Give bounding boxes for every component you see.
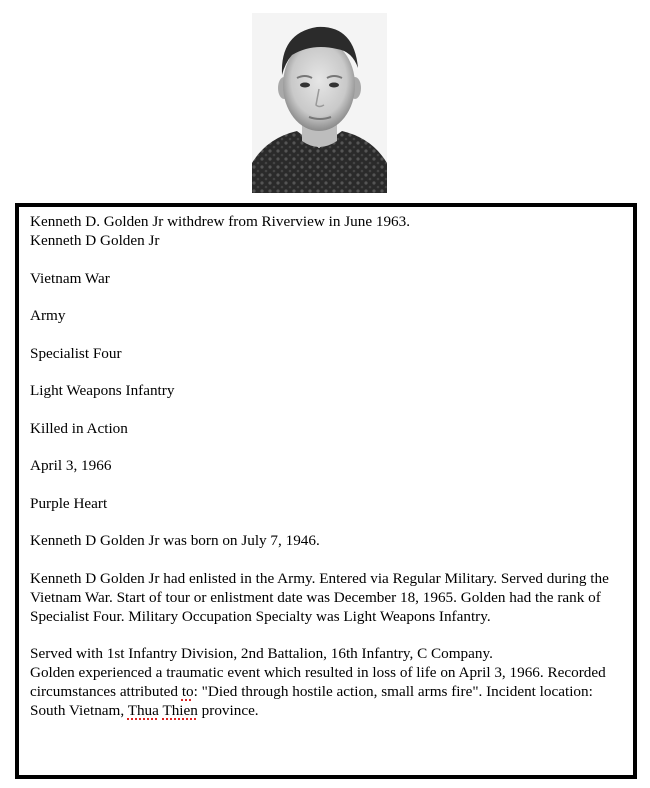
specialty: Light Weapons Infantry	[30, 382, 175, 399]
rank: Specialist Four	[30, 344, 122, 362]
record-content	[30, 212, 623, 720]
record-box	[15, 203, 637, 779]
branch: Army	[30, 307, 66, 324]
birth-statement: Kenneth D Golden Jr was born on July 7, 1946.	[30, 532, 320, 549]
conflict: Vietnam War	[30, 269, 110, 287]
portrait-photo	[252, 13, 387, 193]
death-statement-part2: : "Died through hostile action, small arms fire". Incident location: South Vietnam,	[30, 683, 593, 719]
withdrawal-note: Kenneth D. Golden Jr withdrew from Riverview in June 1963.	[30, 213, 411, 230]
spellcheck-word-thua: Thua	[127, 702, 159, 719]
unit-statement: Served with 1st Infantry Division, 2nd Battalion, 16th Infantry, C Company.	[30, 645, 493, 662]
portrait-image	[252, 13, 387, 193]
service-statement: Kenneth D Golden Jr had enlisted in the Army. Entered via Regular Military. Served during the Vietnam War. Start of tour or enlistment date was December 18, 1965. Golden had the rank of Specialist Four. Military Occupation Specialty was Light Weapons Infantry.	[30, 569, 609, 625]
date-of-death: April 3, 1966	[30, 457, 112, 474]
award: Purple Heart	[30, 494, 108, 512]
spellcheck-word-to: to	[181, 683, 194, 700]
death-statement-part1: Golden experienced a traumatic event which resulted in loss of life on April 3, 1966. Recorded circumstances attributed	[30, 664, 606, 700]
spellcheck-word-thien: Thien	[162, 702, 198, 719]
soldier-name: Kenneth D Golden Jr	[30, 232, 160, 249]
death-statement-part3: province.	[197, 702, 259, 719]
casualty-type: Killed in Action	[30, 419, 128, 437]
death-statement	[30, 663, 623, 720]
